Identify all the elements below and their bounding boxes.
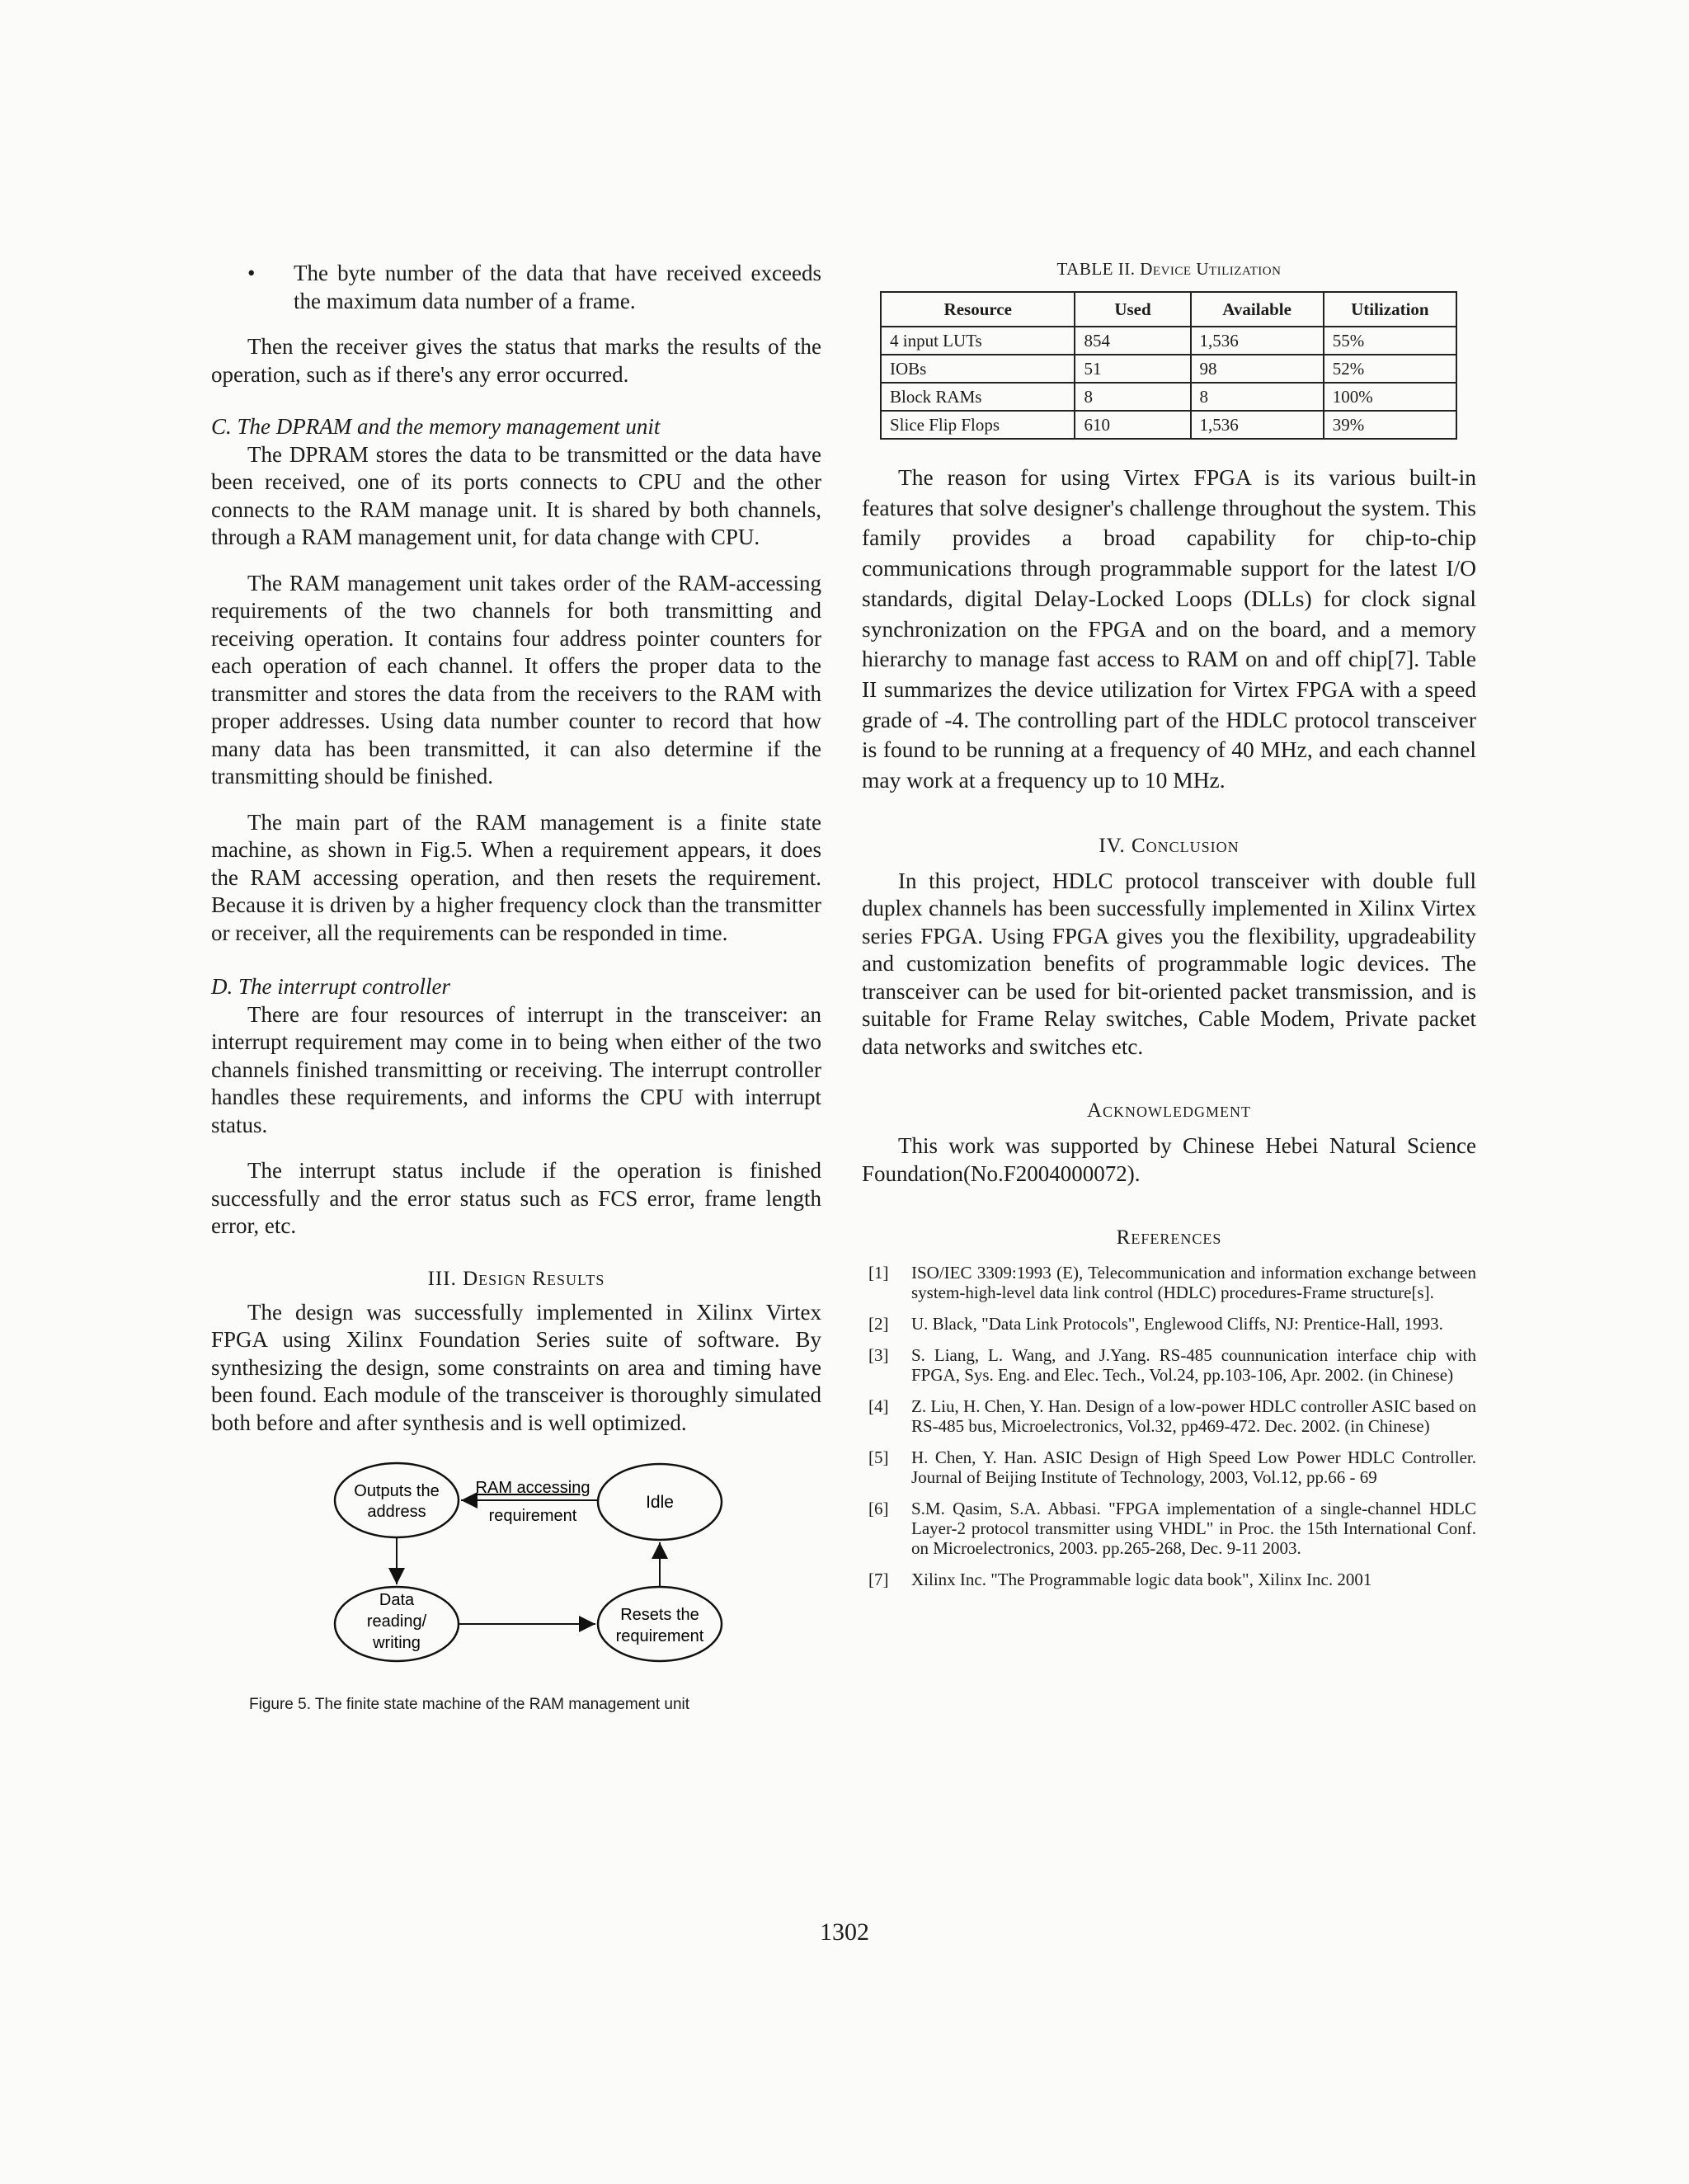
bullet-item	[211, 260, 821, 315]
reference-text: U. Black, "Data Link Protocols", Englewood Cliffs, NJ: Prentice-Hall, 1993.	[911, 1314, 1443, 1334]
reference-number: [3]	[868, 1345, 889, 1366]
table-cell: 8	[1191, 383, 1324, 411]
paragraph: The interrupt status include if the operation is finished successfully and the error status such as FCS error, frame length error, etc.	[211, 1158, 821, 1238]
table-cell: Slice Flip Flops	[881, 411, 1075, 439]
table-cell: 4 input LUTs	[881, 327, 1075, 355]
state-label: requirement	[615, 1627, 704, 1645]
reference-item	[862, 1396, 1476, 1436]
table-cell: 610	[1075, 411, 1190, 439]
reference-number: [5]	[868, 1447, 889, 1468]
state-label: Resets the	[620, 1606, 699, 1624]
section-heading-acknowledgment: Acknowledgment	[1086, 1099, 1252, 1123]
paragraph: In this project, HDLC protocol transceiver with double full duplex channels has been successfully implemented in Xilinx Virtex series FPGA. Using FPGA gives you the flexibility, upgradeability and customization benefits of programmable logic devices. The transceiver can be used for bit-oriented packet transmission, and is suitable for Frame Relay switches, Cable Modem, Private packet data networks and switches etc.	[862, 868, 1476, 1059]
table-row	[881, 411, 1456, 439]
table-row	[881, 355, 1456, 383]
figure-5-state-machine	[211, 1457, 821, 1687]
state-label: Outputs the	[354, 1482, 440, 1500]
reference-number: [7]	[868, 1570, 889, 1590]
table-cell: IOBs	[881, 355, 1075, 383]
section-heading-d: D. The interrupt controller	[211, 974, 450, 999]
reference-number: [1]	[868, 1263, 889, 1283]
reference-text: ISO/IEC 3309:1993 (E), Telecommunication and information exchange between system-high-level data link control (HDLC) procedures-Frame structure[s].	[911, 1263, 1476, 1303]
reference-number: [2]	[868, 1314, 889, 1334]
section-heading-iii: III. Design Results	[427, 1267, 605, 1290]
bullet-icon: •	[247, 261, 256, 285]
reference-item	[862, 1263, 1476, 1302]
paragraph: Then the receiver gives the status that marks the results of the operation, such as if there's any error occurred.	[211, 334, 821, 387]
reference-text: Z. Liu, H. Chen, Y. Han. Design of a low-power HDLC controller ASIC based on RS-485 bus, Microelectronics, Vol.32, pp469-472. Dec. 2002. (in Chinese)	[911, 1396, 1476, 1437]
section-heading-iv: IV. Conclusion	[1099, 834, 1240, 857]
table-row	[881, 383, 1456, 411]
table-cell: 52%	[1324, 355, 1456, 383]
table-row	[881, 327, 1456, 355]
paragraph: The DPRAM stores the data to be transmitted or the data have been received, one of its ports connects to CPU and the other connects to the RAM manage unit. It is shared by both channels, through a RAM management unit, for data change with CPU.	[211, 441, 821, 549]
state-machine-diagram	[211, 1457, 821, 1687]
reference-text: Xilinx Inc. "The Programmable logic data book", Xilinx Inc. 2001	[911, 1570, 1372, 1590]
reference-item	[862, 1447, 1476, 1487]
state-label: Data	[379, 1591, 415, 1609]
table-header-cell: Available	[1191, 292, 1324, 327]
paragraph: The main part of the RAM management is a finite state machine, as shown in Fig.5. When a requirement appears, it does the RAM accessing operation, and then resets the requirement. Because it is driven by a higher frequency clock than the transmitter or receiver, all the requirements can be responded in time.	[211, 809, 821, 945]
edge-label: RAM accessing	[475, 1479, 590, 1497]
paragraph: The design was successfully implemented in Xilinx Virtex FPGA using Xilinx Foundation Series suite of software. By synthesizing the design, some constraints on area and timing have been found. Each module of the transceiver is thoroughly simulated both before and after synthesis and is well optimized.	[211, 1299, 821, 1435]
bullet-text: The byte number of the data that have received exceeds the maximum data number of a frame.	[294, 261, 821, 313]
table-cell: 1,536	[1191, 327, 1324, 355]
section-heading-c: C. The DPRAM and the memory management unit	[211, 414, 661, 439]
reference-number: [4]	[868, 1396, 889, 1417]
reference-text: S.M. Qasim, S.A. Abbasi. "FPGA implementation of a single-channel HDLC Layer-2 protocol transmitter using VHDL" in Proc. the 15th International Conf. on Microelectronics, 2003. pp.265-268, Dec. 9-11 2003.	[911, 1499, 1476, 1559]
table-cell: 39%	[1324, 411, 1456, 439]
paragraph: This work was supported by Chinese Hebei Natural Science Foundation(No.F2004000072).	[862, 1133, 1476, 1186]
state-resets	[598, 1587, 722, 1661]
table-cell: 8	[1075, 383, 1190, 411]
table-caption: TABLE II. Device Utilization	[1056, 259, 1282, 279]
reference-text: S. Liang, L. Wang, and J.Yang. RS-485 counnunication interface chip with FPGA, Sys. Eng. and Elec. Tech., Vol.24, pp.103-106, Apr. 2002. (in Chinese)	[911, 1345, 1476, 1386]
table-header-cell: Utilization	[1324, 292, 1456, 327]
page-number: 1302	[820, 1918, 869, 1946]
state-outputs-address	[335, 1463, 459, 1537]
table-header-cell: Resource	[881, 292, 1075, 327]
reference-list	[862, 1263, 1476, 1589]
table-header-cell: Used	[1075, 292, 1190, 327]
paragraph: The RAM management unit takes order of the RAM-accessing requirements of the two channels for both transmitting and receiving operation. It contains four address pointer counters for each operation of each channel. It offers the proper data to the transmitter and stores the data from the receivers to the RAM with proper addresses. Using data number counter to record that how many data has been transmitted, it can also determine if the transmitting should be finished.	[211, 570, 821, 788]
state-label: address	[367, 1503, 426, 1521]
section-heading-references: References	[1116, 1226, 1222, 1250]
paragraph: There are four resources of interrupt in the transceiver: an interrupt requirement may come in to being when either of the two channels finished transmitting or receiving. The interrupt controller handles these requirements, and informs the CPU with interrupt status.	[211, 1001, 821, 1137]
table-cell: 1,536	[1191, 411, 1324, 439]
state-label: writing	[373, 1634, 421, 1652]
table-cell: 854	[1075, 327, 1190, 355]
reference-item	[862, 1499, 1476, 1558]
right-column	[862, 259, 1476, 1601]
table-cell: 98	[1191, 355, 1324, 383]
table-cell: Block RAMs	[881, 383, 1075, 411]
reference-text: H. Chen, Y. Han. ASIC Design of High Speed Low Power HDLC Controller. Journal of Beijing Institute of Technology, 2003, Vol.12, pp.66 - 69	[911, 1447, 1476, 1488]
figure-caption: Figure 5. The finite state machine of the RAM management unit	[249, 1696, 690, 1713]
state-label: Idle	[646, 1493, 674, 1512]
reference-item	[862, 1570, 1476, 1589]
reference-item	[862, 1314, 1476, 1334]
table-cell: 55%	[1324, 327, 1456, 355]
reference-item	[862, 1345, 1476, 1385]
state-label: reading/	[366, 1612, 427, 1631]
device-utilization-table	[880, 291, 1457, 440]
reference-number: [6]	[868, 1499, 889, 1519]
paragraph: The reason for using Virtex FPGA is its various built-in features that solve designer's challenge throughout the system. This family provides a broad capability for chip-to-chip communications through programmable support for the latest I/O standards, digital Delay-Locked Loops (DLLs) for clock signal synchronization on the FPGA and on the board, and a memory hierarchy to manage fast access to RAM on and off chip[7]. Table II summarizes the device utilization for Virtex FPGA with a speed grade of -4. The controlling part of the HDLC protocol transceiver is found to be running at a frequency of 40 MHz, and each channel may work at a frequency up to 10 MHz.	[862, 464, 1476, 793]
left-column	[211, 260, 821, 1714]
table-cell: 100%	[1324, 383, 1456, 411]
table-header-row	[881, 292, 1456, 327]
edge-label: requirement	[488, 1507, 577, 1525]
table-cell: 51	[1075, 355, 1190, 383]
